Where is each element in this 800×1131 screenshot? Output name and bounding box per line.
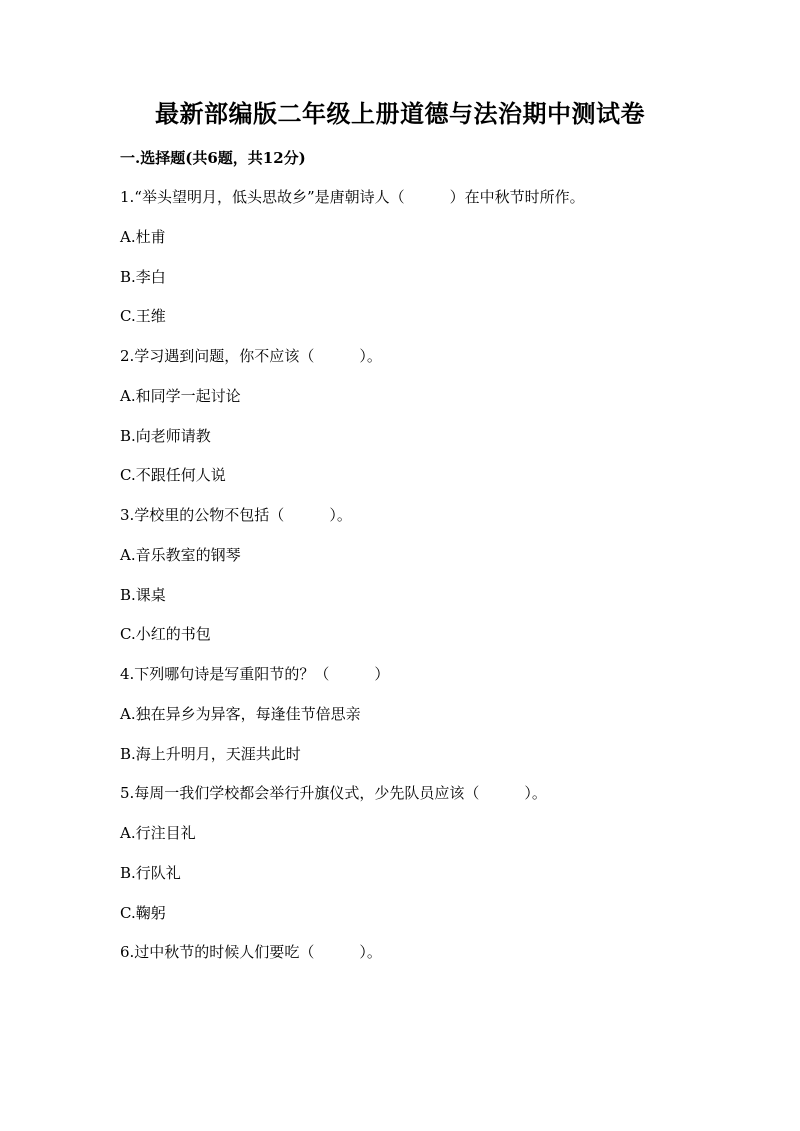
option-1b: B.李白 <box>120 268 166 286</box>
question-4: 4.下列哪句诗是写重阳节的？（ ） <box>120 665 390 683</box>
question-1: 1.“举头望明月，低头思故乡”是唐朝诗人（ ）在中秋节时所作。 <box>120 188 585 206</box>
option-1a: A.杜甫 <box>120 228 166 246</box>
option-2c: C.不跟任何人说 <box>120 466 226 484</box>
option-2a: A.和同学一起讨论 <box>120 387 241 405</box>
page-title: 最新部编版二年级上册道德与法治期中测试卷 <box>155 99 645 128</box>
option-3b: B.课桌 <box>120 586 166 604</box>
option-4a: A.独在异乡为异客，每逢佳节倍思亲 <box>120 705 361 723</box>
option-5b: B.行队礼 <box>120 864 181 882</box>
question-5: 5.每周一我们学校都会举行升旗仪式，少先队员应该（ ）。 <box>120 784 547 802</box>
option-5a: A.行注目礼 <box>120 824 196 842</box>
question-2: 2.学习遇到问题，你不应该（ ）。 <box>120 347 382 365</box>
section-heading: 一.选择题(共6题，共12分) <box>120 149 306 167</box>
option-5c: C.鞠躬 <box>120 904 166 922</box>
option-2b: B.向老师请教 <box>120 427 211 445</box>
option-3a: A.音乐教室的钢琴 <box>120 546 241 564</box>
question-6: 6.过中秋节的时候人们要吃（ ）。 <box>120 943 382 961</box>
option-4b: B.海上升明月，天涯共此时 <box>120 745 301 763</box>
option-3c: C.小红的书包 <box>120 625 211 643</box>
question-3: 3.学校里的公物不包括（ ）。 <box>120 506 352 524</box>
option-1c: C.王维 <box>120 307 166 325</box>
